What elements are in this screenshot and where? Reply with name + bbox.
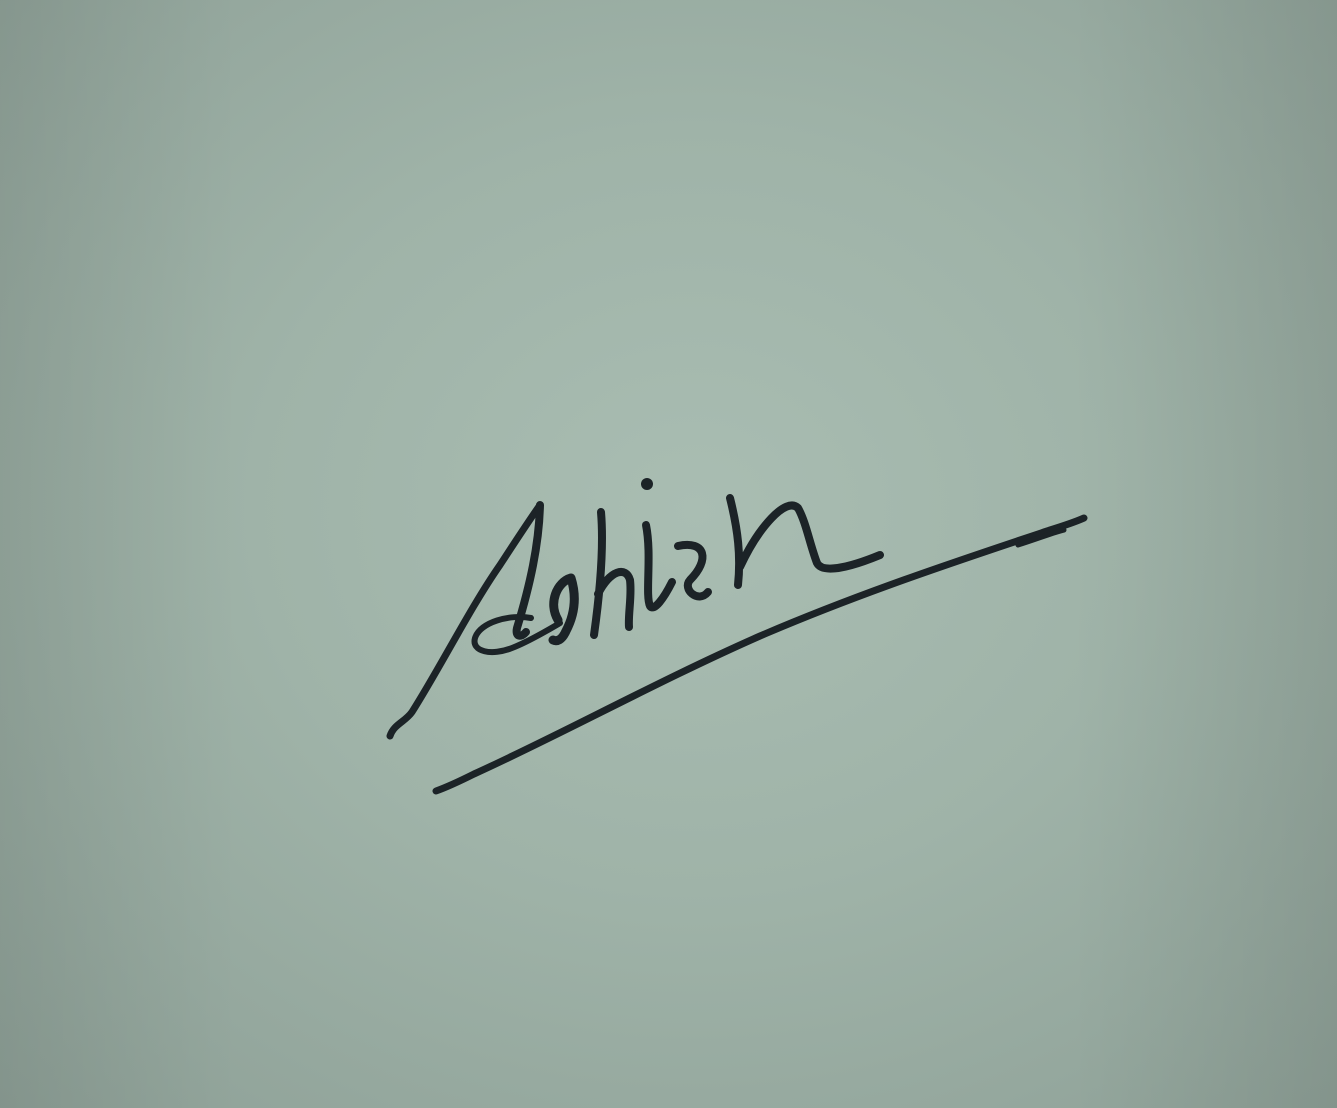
- signature-i-dot: [641, 478, 653, 490]
- signature-stroke-i: [646, 525, 672, 607]
- signature-stroke-h2: [730, 498, 880, 585]
- signature-stroke-s: [553, 578, 574, 641]
- signature-stroke-s2: [678, 545, 708, 597]
- signature-stroke-h1: [594, 512, 631, 635]
